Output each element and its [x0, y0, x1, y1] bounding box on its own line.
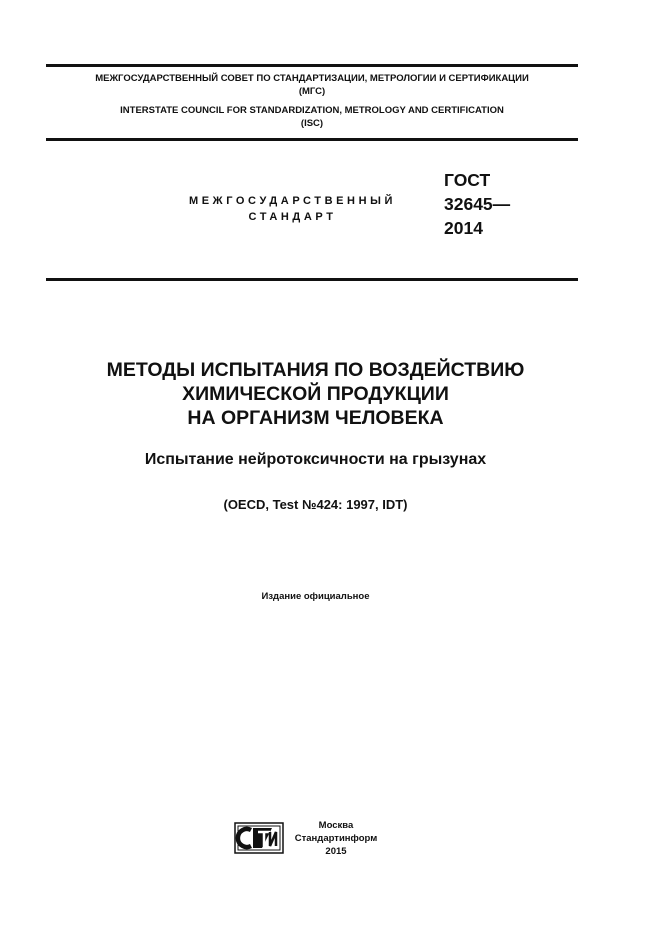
council-ru [46, 72, 578, 98]
title-line2: ХИМИЧЕСКОЙ ПРОДУКЦИИ [182, 383, 449, 405]
gost-number: 32645— [444, 194, 511, 214]
council-en [46, 104, 578, 130]
council-en-name: INTERSTATE COUNCIL FOR STANDARDIZATION, METROLOGY AND CERTIFICATION [120, 105, 504, 116]
document-title [40, 358, 591, 430]
gost-year: 2014 [444, 218, 483, 238]
publisher-city: Москва [318, 820, 354, 831]
document-subtitle: Испытание нейротоксичности на грызунах [144, 451, 487, 468]
council-ru-name: МЕЖГОСУДАРСТВЕННЫЙ СОВЕТ ПО СТАНДАРТИЗАЦИИ, МЕТРОЛОГИИ И СЕРТИФИКАЦИИ [95, 73, 529, 84]
designation-divider [46, 278, 578, 281]
standard-type-line1: МЕЖГОСУДАРСТВЕННЫЙ [188, 195, 397, 207]
title-line3: НА ОРГАНИЗМ ЧЕЛОВЕКА [187, 407, 444, 429]
edition-label: Издание официальное [261, 591, 370, 602]
oecd-reference: (OECD, Test №424: 1997, IDT) [223, 497, 408, 512]
council-ru-abbr: (МГС) [298, 86, 326, 97]
publisher-year: 2015 [325, 846, 347, 857]
header-divider [46, 138, 578, 141]
publisher-block [286, 819, 386, 858]
standard-type-line2: СТАНДАРТ [248, 211, 337, 223]
title-line1: МЕТОДЫ ИСПЫТАНИЯ ПО ВОЗДЕЙСТВИЮ [106, 359, 525, 381]
standartinform-logo-icon [234, 822, 284, 854]
top-rule [46, 64, 578, 67]
standard-type [160, 193, 425, 225]
council-en-abbr: (ISC) [300, 118, 324, 129]
gost-designation [444, 168, 510, 240]
gost-prefix: ГОСТ [444, 170, 491, 190]
publisher-name: Стандартинформ [294, 833, 378, 844]
